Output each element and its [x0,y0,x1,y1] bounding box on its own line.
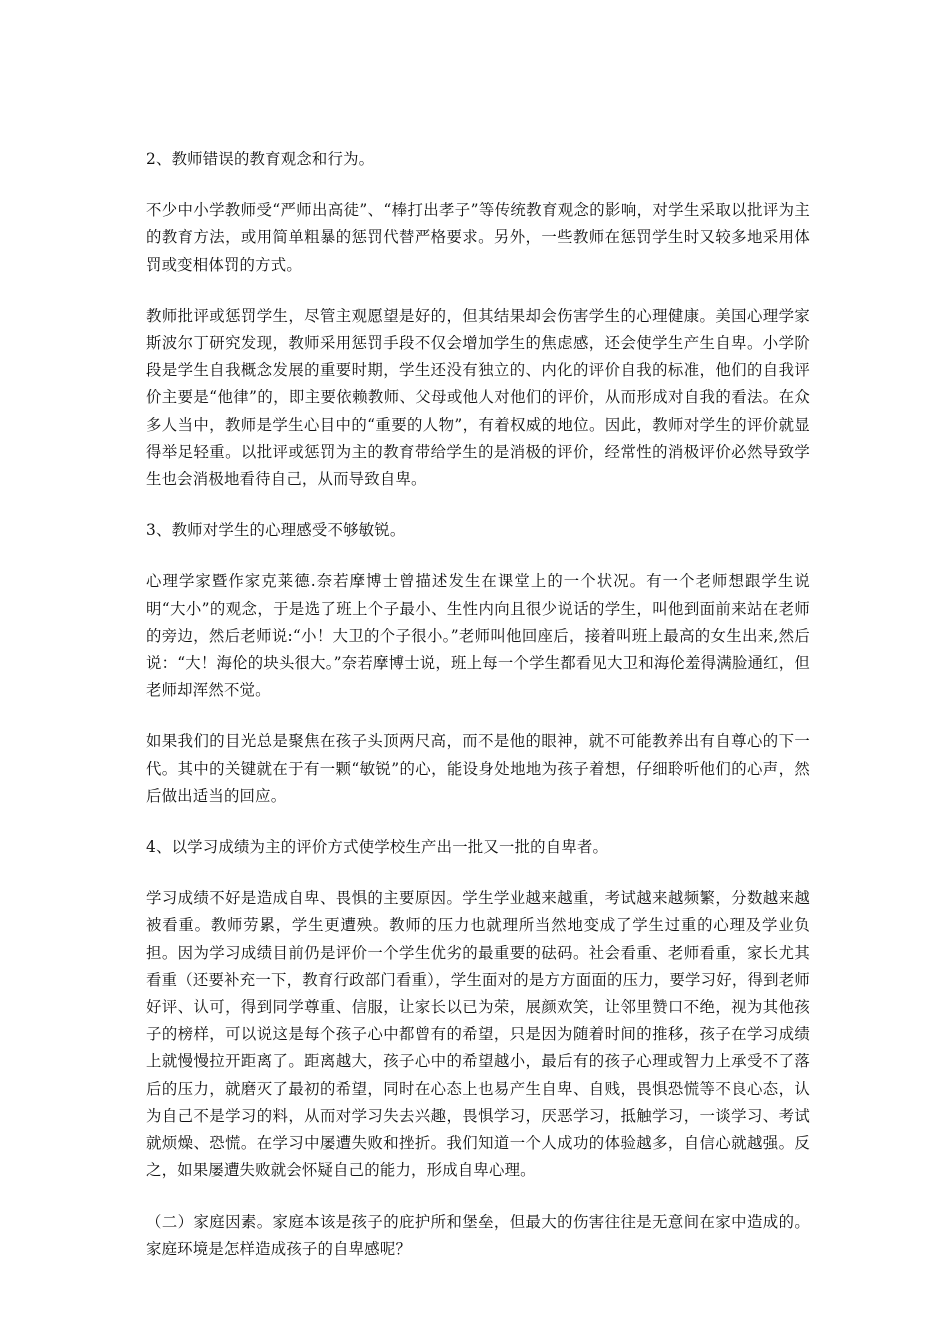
document-page [146,146,810,1287]
section-heading-3: 3、教师对学生的心理感受不够敏锐。 [146,521,406,540]
paragraph-traditional-views: 不少中小学教师受“严师出高徒”、“棒打出孝子”等传统教育观念的影响，对学生采取以批评为主的教育方法，或用简单粗暴的惩罚代替严格要求。另外，一些教师在惩罚学生时又较多地采用体罚或变相体罚的方式。 [146,201,810,274]
paragraph-classroom-story: 心理学家暨作家克莱德.奈若摩博士曾描述发生在课堂上的一个状况。有一个老师想跟学生说明“大小”的观念，于是选了班上个子最小、生性内向且很少说话的学生，叫他到面前来站在老师的旁边，然后老师说:“小！大卫的个子很小。”老师叫他回座后，接着叫班上最高的女生出来,然后说：“大！海伦的块头很大。”奈若摩博士说，班上每一个学生都看见大卫和海伦羞得满脸通红，但老师却浑然不觉。 [146,572,810,700]
paragraph-academic-pressure: 学习成绩不好是造成自卑、畏惧的主要原因。学生学业越来越重，考试越来越频繁，分数越来越被看重。教师劳累，学生更遭殃。教师的压力也就理所当然地变成了学生过重的心理及学业负担。因为学习成绩目前仍是评价一个学生优劣的最重要的砝码。社会看重、老师看重，家长尤其看重（还要补充一下，教育行政部门看重），学生面对的是方方面面的压力，要学习好，得到老师好评、认可，得到同学尊重、信服，让家长以已为荣，展颜欢笑，让邻里赞口不绝，视为其他孩子的榜样，可以说这是每个孩子心中都曾有的希望，只是因为随着时间的推移，孩子在学习成绩上就慢慢拉开距离了。距离越大，孩子心中的希望越小，最后有的孩子心理或智力上承受不了落后的压力，就磨灭了最初的希望，同时在心态上也易产生自卑、自贱，畏惧恐慌等不良心态，认为自己不是学习的料，从而对学习失去兴趣，畏惧学习，厌恶学习，抵触学习，一谈学习、考试就烦燥、恐慌。在学习中屡遭失败和挫折。我们知道一个人成功的体验越多，自信心就越强。反之，如果屡遭失败就会怀疑自己的能力，形成自卑心理。 [146,889,810,1180]
section-heading-2: 2、教师错误的教育观念和行为。 [146,150,375,168]
section-heading-4: 4、以学习成绩为主的评价方式使学校生产出一批又一批的自卑者。 [146,838,609,857]
paragraph-criticism-effects: 教师批评或惩罚学生，尽管主观愿望是好的，但其结果却会伤害学生的心理健康。美国心理学家斯波尔丁研究发现，教师采用惩罚手段不仅会增加学生的焦虑感，还会使学生产生自卑。小学阶段是学生自我概念发展的重要时期，学生还没有独立的、内化的评价自我的标准，他们的自我评价主要是“他律”的，即主要依赖教师、父母或他人对他们的评价，从而形成对自我的看法。在众多人当中，教师是学生心目中的“重要的人物”，有着权威的地位。因此，教师对学生的评价就显得举足轻重。以批评或惩罚为主的教育带给学生的是消极的评价，经常性的消极评价必然导致学生也会消极地看待自己，从而导致自卑。 [146,306,810,489]
paragraph-sensitive-heart: 如果我们的目光总是聚焦在孩子头顶两尺高，而不是他的眼神，就不可能教养出有自尊心的下一代。其中的关键就在于有一颗“敏锐”的心，能设身处地地为孩子着想，仔细聆听他们的心声，然后做出适当的回应。 [146,732,810,805]
paragraph-family-factors: （二）家庭因素。家庭本该是孩子的庇护所和堡垒，但最大的伤害往往是无意间在家中造成的。家庭环境是怎样造成孩子的自卑感呢？ [146,1212,810,1258]
